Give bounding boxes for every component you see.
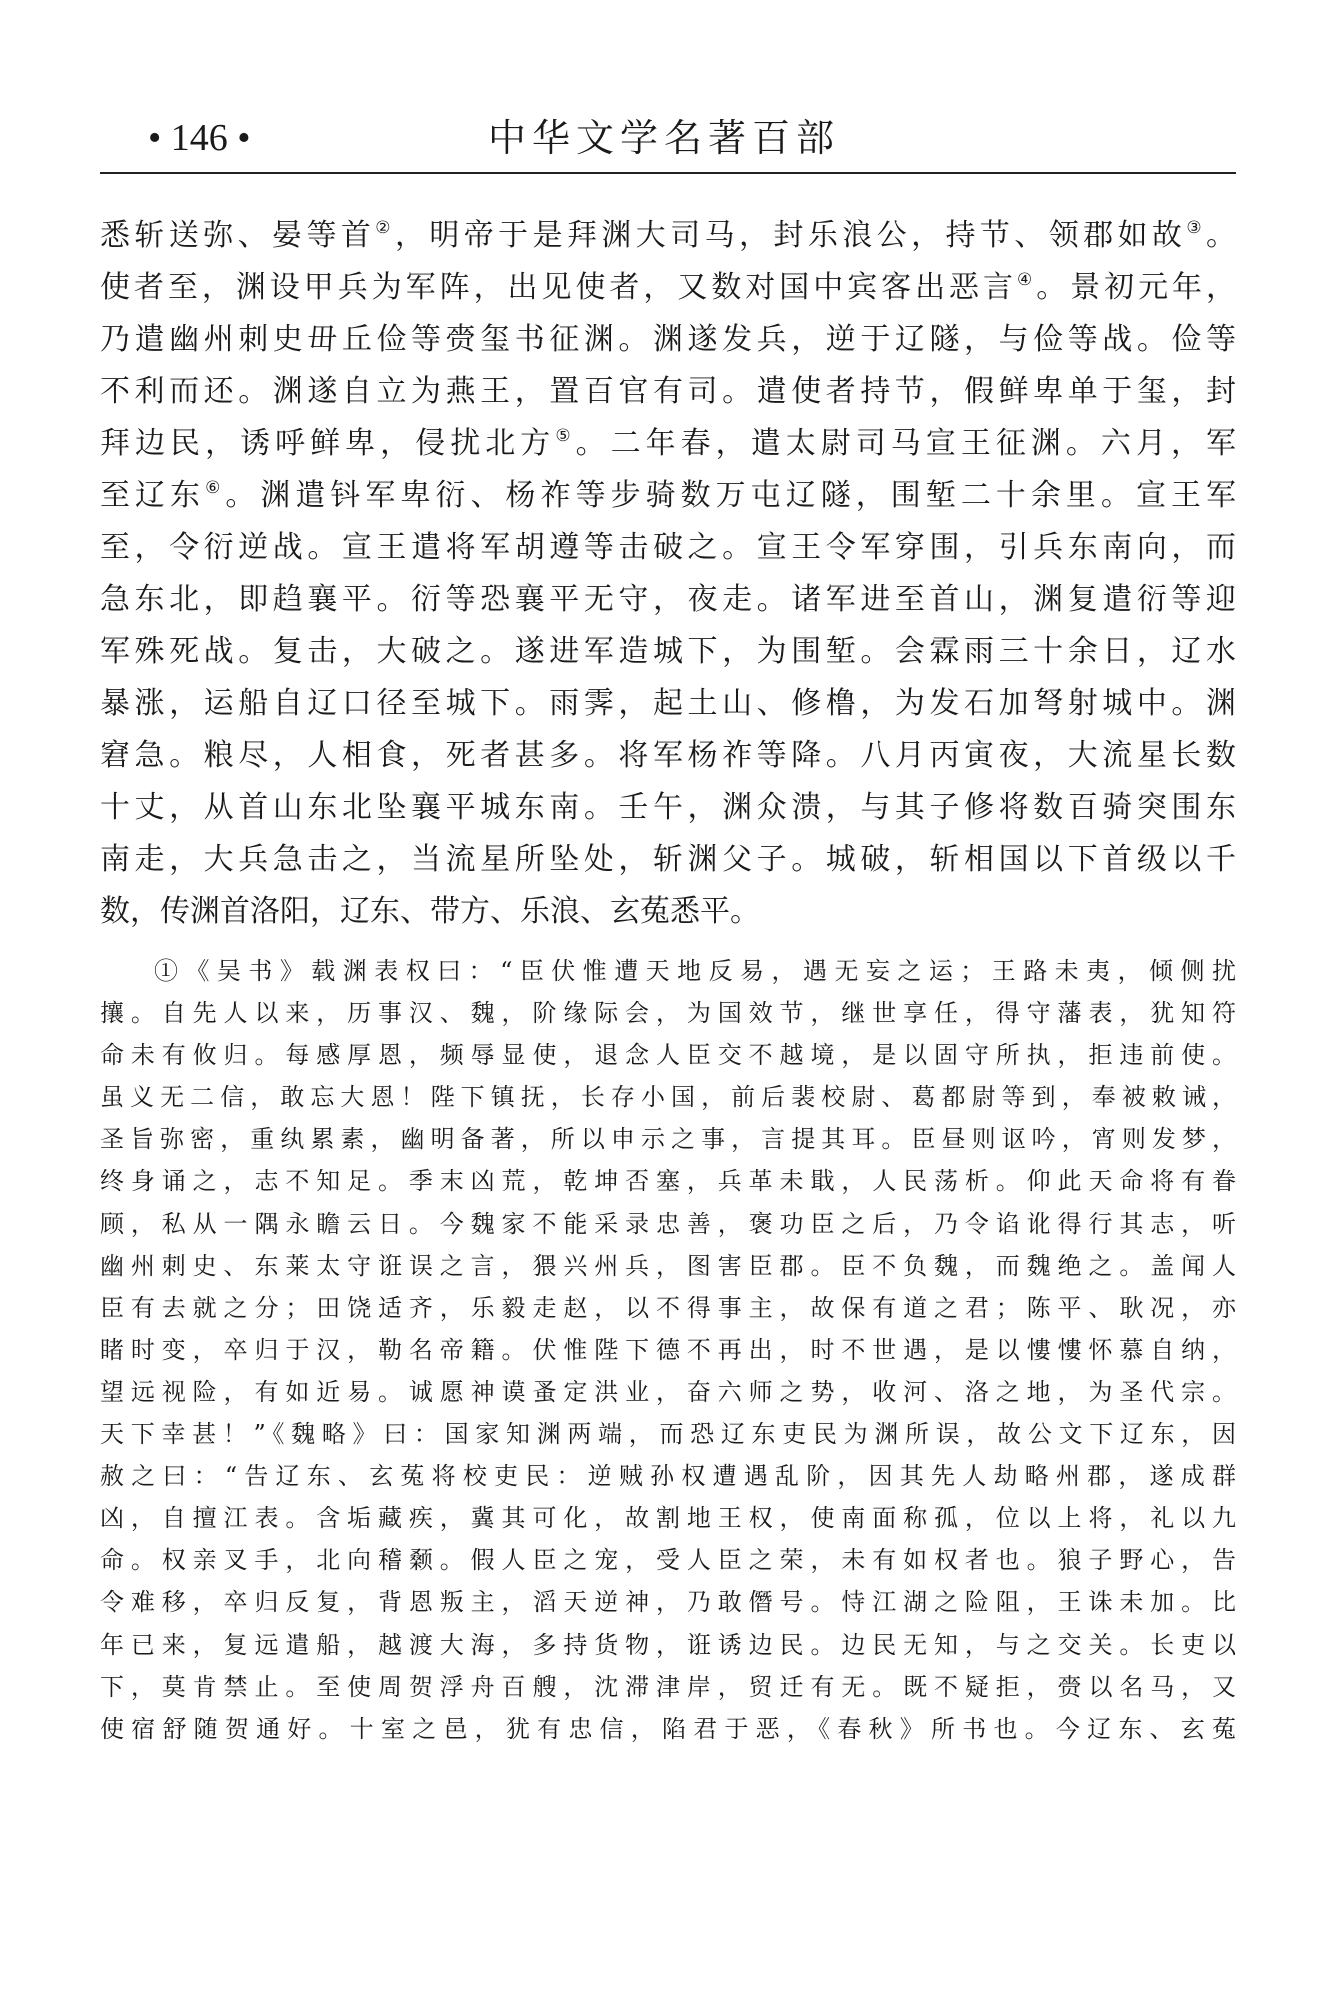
main-text — [100, 210, 1236, 938]
main-text-line — [100, 470, 1236, 522]
main-text-line — [100, 210, 1236, 262]
main-text-line — [100, 418, 1236, 470]
main-text-line — [100, 522, 1236, 574]
running-title: 中华文学名著百部 — [488, 116, 841, 160]
footnote-marker: ⑤ — [555, 426, 576, 446]
footnote-line: 命。权亲叉手，北向稽颡。假人臣之宠，受人臣之荣，未有如权者也。狼子野心，告 — [100, 1546, 1236, 1575]
footnote-line: 望远视险，有如近易。诚愿神谟蚤定洪业，奋六师之势，收河、洛之地，为圣代宗。 — [100, 1377, 1236, 1406]
main-text-line — [100, 782, 1236, 834]
main-text-segment: 。渊遣钭军卑衍、杨祚等步骑数万屯辽隧，围堑二十余里。宣王军 — [225, 478, 1236, 513]
main-text-segment: 。 — [1206, 218, 1237, 253]
footnotes — [100, 950, 1236, 1750]
main-text-line — [100, 314, 1236, 366]
main-text-segment: 。二年春，遣太尉司马宣王征渊。六月，军 — [575, 426, 1236, 461]
main-text-segment: 不利而还。渊遂自立为燕王，置百官有司。遣使者持节，假鲜卑单于玺，封 — [100, 374, 1236, 409]
main-text-line — [100, 366, 1236, 418]
main-text-segment: 暴涨，运船自辽口径至城下。雨霁，起土山、修橹，为发石加弩射城中。渊 — [100, 686, 1236, 721]
footnote-line: 凶，自擅江表。含垢藏疾，冀其可化，故割地王权，使南面称孤，位以上将，礼以九 — [100, 1504, 1236, 1533]
main-text-segment: 至，令衍逆战。宣王遣将军胡遵等击破之。宣王令军穿围，引兵东南向，而 — [100, 530, 1236, 565]
footnote-line: 年已来，复远遣船，越渡大海，多持货物，诳诱边民。边民无知，与之交关。长吏以 — [100, 1630, 1236, 1659]
main-text-segment: ，明帝于是拜渊大司马，封乐浪公，持节、领郡如故 — [394, 218, 1187, 253]
main-text-segment: 窘急。粮尽，人相食，死者甚多。将军杨祚等降。八月丙寅夜，大流星长数 — [100, 738, 1236, 773]
footnote-line: 幽州刺史、东莱太守诳误之言，猥兴州兵，图害臣郡。臣不负魏，而魏绝之。盖闻人 — [100, 1251, 1236, 1280]
main-text-segment: 使者至，渊设甲兵为军阵，出见使者，又数对国中宾客出恶言 — [100, 270, 1017, 305]
footnote-line: 终身诵之，志不知足。季末凶荒，乾坤否塞，兵革未戢，人民荡析。仰此天命将有眷 — [100, 1167, 1236, 1196]
main-text-line — [100, 834, 1236, 886]
main-text-segment: 十丈，从首山东北坠襄平城东南。壬午，渊众溃，与其子修将数百骑突围东 — [100, 790, 1236, 825]
footnote-line: 天下幸甚！”《魏略》曰：国家知渊两端，而恐辽东吏民为渊所误，故公文下辽东，因 — [100, 1420, 1236, 1449]
footnote-line: 虽义无二信，敢忘大恩！陛下镇抚，长存小国，前后裴校尉、葛都尉等到，奉被敕诫， — [100, 1083, 1236, 1112]
footnote-line: ①《吴书》载渊表权曰：“臣伏惟遭天地反易，遇无妄之运；王路未夷，倾侧扰 — [154, 957, 1236, 985]
footnote-line: 攘。自先人以来，历事汉、魏，阶缘际会，为国效节，继世享任，得守藩表，犹知符 — [100, 999, 1236, 1028]
main-text-segment: 军殊死战。复击，大破之。遂进军造城下，为围堑。会霖雨三十余日，辽水 — [100, 634, 1236, 669]
header-rule — [100, 172, 1236, 174]
main-text-line — [100, 678, 1236, 730]
main-text-segment: 至辽东 — [100, 478, 206, 513]
footnote-line: 下，莫肯禁止。至使周贺浮舟百艘，沈滞津岸，贸迁有无。既不疑拒，赍以名马，又 — [100, 1672, 1236, 1701]
footnote-marker: ④ — [1016, 270, 1037, 290]
footnote-marker: ③ — [1186, 218, 1207, 238]
footnote-line: 顾，私从一隅永瞻云日。今魏家不能采录忠善，褒功臣之后，乃令谄讹得行其志，听 — [100, 1209, 1236, 1238]
footnote-line: 赦之曰：“告辽东、玄菟将校吏民：逆贼孙权遭遇乱阶，因其先人劫略州郡，遂成群 — [100, 1462, 1236, 1491]
running-header — [100, 110, 1236, 170]
footnote-marker: ⑥ — [205, 478, 226, 498]
main-text-segment: 乃遣幽州刺史毌丘俭等赍玺书征渊。渊遂发兵，逆于辽隧，与俭等战。俭等 — [100, 322, 1236, 357]
page-number: • 146 • — [148, 117, 251, 159]
main-text-line — [100, 626, 1236, 678]
main-text-segment: 悉斩送弥、晏等首 — [100, 218, 376, 253]
main-text-segment: 数，传渊首洛阳，辽东、带方、乐浪、玄菟悉平。 — [100, 894, 760, 929]
main-text-segment: 。景初元年， — [1036, 270, 1236, 305]
main-text-segment: 拜边民，诱呼鲜卑，侵扰北方 — [100, 426, 556, 461]
footnote-line: 使宿舒随贺通好。十室之邑，犹有忠信，陷君于恶，《春秋》所书也。今辽东、玄菟 — [100, 1714, 1236, 1743]
footnote-line: 睹时变，卒归于汉，勒名帝籍。伏惟陛下德不再出，时不世遇，是以慺慺怀慕自纳， — [100, 1335, 1236, 1364]
main-text-line — [100, 730, 1236, 782]
footnote-line: 令难移，卒归反复，背恩叛主，滔天逆神，乃敢僭号。恃江湖之险阻，王诛未加。比 — [100, 1588, 1236, 1617]
footnote-line: 命未有攸归。每感厚恩，频辱显使，退念人臣交不越境，是以固守所执，拒违前使。 — [100, 1041, 1236, 1070]
footnote-marker: ② — [375, 218, 395, 238]
main-text-line — [100, 574, 1236, 626]
footnote-line: 臣有去就之分；田饶适齐，乐毅走赵，以不得事主，故保有道之君；陈平、耿况，亦 — [100, 1293, 1236, 1322]
main-text-line — [100, 886, 1236, 938]
main-text-segment: 南走，大兵急击之，当流星所坠处，斩渊父子。城破，斩相国以下首级以千 — [100, 842, 1236, 877]
footnote-line: 圣旨弥密，重纨累素，幽明备著，所以申示之事，言提其耳。臣昼则讴吟，宵则发梦， — [100, 1125, 1236, 1154]
main-text-segment: 急东北，即趋襄平。衍等恐襄平无守，夜走。诸军进至首山，渊复遣衍等迎 — [100, 582, 1236, 617]
main-text-line — [100, 262, 1236, 314]
